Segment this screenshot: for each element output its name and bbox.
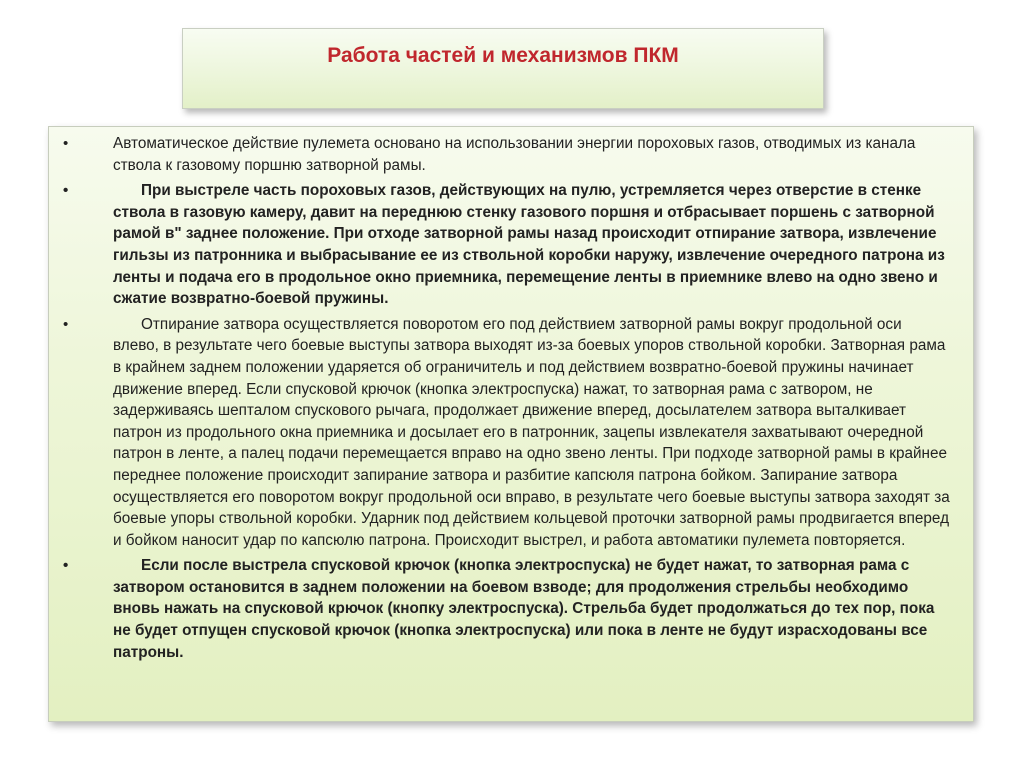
bullet-icon: • (63, 315, 69, 333)
slide-title: Работа частей и механизмов ПКМ (327, 43, 679, 67)
paragraph-1 (63, 133, 951, 176)
bullet-icon: • (63, 135, 69, 152)
paragraph-4 (63, 555, 951, 663)
paragraph-2 (63, 180, 951, 310)
paragraph-3 (63, 314, 951, 552)
paragraph-text: Если после выстрела спусковой крючок (кнопка электроспуска) не будет нажат, то затворная рама с затвором остановится в заднем положении на боевом взводе; для продолжения стрельбы необходимо вновь нажать на спусковой крючок (кнопку электроспуска). Стрельба будет продолжаться до тех пор, пока не будет отпущен спусковой крючок (кнопка электроспуска) или пока в ленте не будут израсходованы все патроны. (113, 557, 935, 661)
title-box (182, 28, 824, 109)
paragraph-text: При выстреле часть пороховых газов, действующих на пулю, устремляется через отверстие в стенке ствола в газовую камеру, давит на переднюю стенку газового поршня и отбрасывает поршень с затворной рамой в" заднее положение. При отходе затворной рамы назад происходит отпирание затвора, извлечение гильзы из патронника и выбрасывание ее из ствольной коробки наружу, извлечение очередного патрона из ленты и подача его в продольное окно приемника, перемещение ленты в приемнике влево на одно звено и сжатие возвратно-боевой пружины. (113, 182, 945, 308)
paragraph-text: Отпирание затвора осуществляется поворотом его под действием затворной рамы вокруг продольной оси влево, в результате чего боевые выступы затвора выходят из-за боевых упоров ствольной коробки. Затворная рама в крайнем заднем положении ударяется об ограничитель и под действием возвратно-боевой пружины начинает движение вперед. Если спусковой крючок (кнопка электроспуска) нажат, то затворная рама с затвором, не задерживаясь шепталом спускового рычага, продолжает движение вперед, досылателем затвора выталкивает патрон из продольного окна приемника и досылает его в патронник, зацепы извлекателя захватывают очередной патрон в ленте, а палец подачи перемещается вправо на одно звено ленты. При подходе затворной рамы в крайнее переднее положение происходит запирание затвора и разбитие капсюля патрона бойком. Запирание затвора осуществляется его поворотом вокруг продольной оси вправо, в результате чего боевые выступы затвора заходят за боевые упоры ствольной коробки. Ударник под действием кольцевой проточки затворной рамы продвигается вперед и бойком наносит удар по капсюлю патрона. Происходит выстрел, и работа автоматики пулемета повторяется. (113, 315, 950, 549)
paragraph-text: Автоматическое действие пулемета основано на использовании энергии пороховых газов, отводимых из канала ствола к газовому поршню затворной рамы. (113, 135, 916, 174)
bullet-icon: • (63, 557, 69, 575)
bullet-icon: • (63, 182, 69, 200)
content-box (48, 126, 974, 722)
